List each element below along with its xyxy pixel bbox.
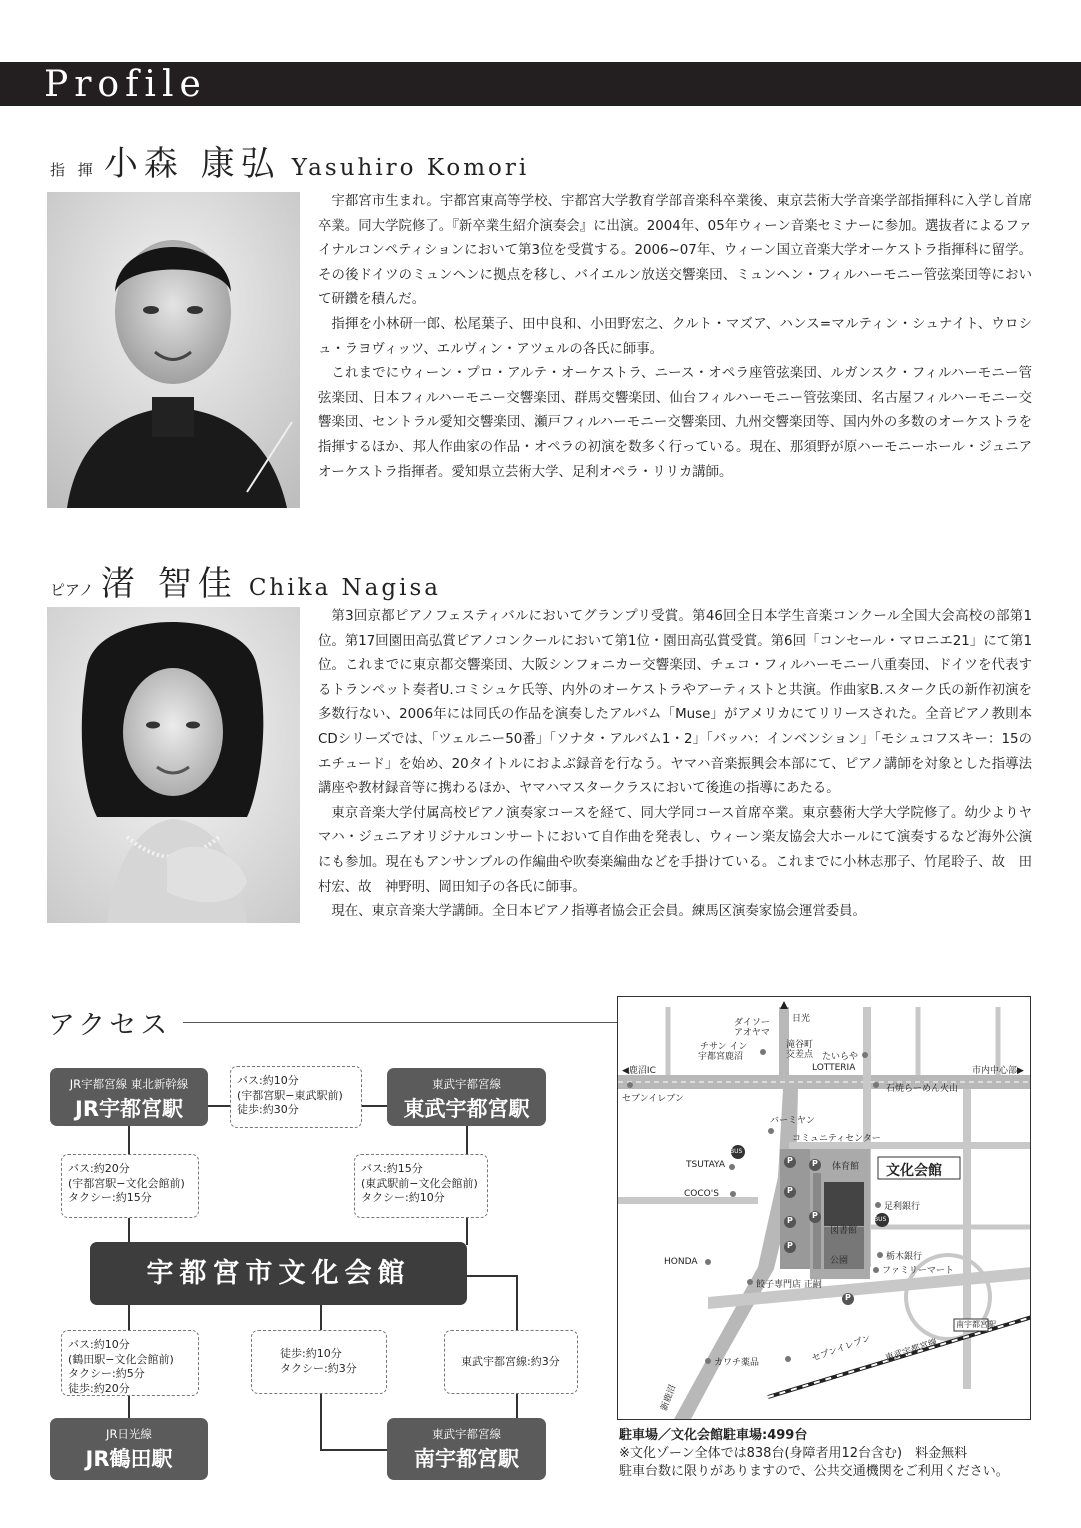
map-label: セブンイレブン [622,1094,684,1104]
bus-stop-icon: BUS [730,1148,743,1155]
route-tsuruta-hall [61,1330,199,1396]
venue-hall: 宇都宮市文化会館 [90,1242,467,1305]
route-text: (鶴田駅−文化会館前) [68,1352,174,1366]
map-label: 足利銀行 [884,1202,921,1212]
route-text: タクシー:約3分 [280,1361,357,1375]
map-label: 南宇都宮駅 [956,1320,996,1329]
parking-info [619,1427,1009,1481]
route-line [320,1449,388,1451]
route-text: バス:約10分 [237,1074,299,1087]
route-text: タクシー:約5分 [68,1367,145,1380]
map-label: TSUTAYA [686,1160,726,1170]
route-tobu-minami [444,1330,578,1394]
station-line: 東武宇都宮線 [432,1077,501,1091]
station-jr-tsuruta [50,1418,208,1480]
station-tobu-utsunomiya [387,1068,546,1126]
map-label: 市内中心部▶ [972,1066,1024,1076]
bio-paragraph: 指揮を小林研一郎、松尾葉子、田中良和、小田野宏之、クルト・マズア、ハンス=マルティン・シュナイト、ウロシュ・ラヨヴィッツ、エルヴィン・アツェルの各氏に師事。 [318,316,1032,357]
parking-icon: P [787,1186,793,1195]
route-text: バス:約20分 [68,1162,130,1175]
station-line: JR宇都宮線 東北新幹線 [69,1077,189,1091]
map-label: 公園 [830,1256,849,1266]
station-line: JR日光線 [106,1427,152,1441]
conductor-heading [50,136,529,185]
map-label: LOTTERIA [812,1063,856,1073]
conductor-bio [318,190,1032,485]
pianist-photo [47,607,300,923]
route-text: タクシー:約15分 [68,1191,152,1204]
conductor-name-en: Yasuhiro Komori [291,155,530,181]
route-text: バス:約15分 [361,1162,423,1175]
route-text: 徒歩:約20分 [68,1381,130,1395]
parking-line: ※文化ゾーン全体では838台(身障者用12台含む) 料金無料 [619,1446,968,1461]
map-label: 餃子専門店 正嗣 [756,1280,822,1290]
station-line: 東武宇都宮線 [432,1427,501,1441]
map-label: ダイソー [734,1018,770,1028]
bio-paragraph: 東京音楽大学付属高校ピアノ演奏家コースを経て、同大学同コース首席卒業。東京藝術大学大学院修了。幼少よりヤマハ・ジュニアオリジナルコンサートにおいて自作曲を発表し、ウィーン楽友協会大ホールにて演奏するなど海外公演にも参加。現在もアンサンブルの作編曲や吹奏楽編曲などを手掛けている。これまでに小林志那子、竹尾聆子、故 田村宏、故 神野明、岡田知子の各氏に師事。 [318,805,1032,895]
bio-paragraph: 現在、東京音楽大学講師。全日本ピアノ指導者協会正会員。練馬区演奏家協会運営委員。 [331,904,866,920]
conductor-photo [47,192,300,508]
pianist-name-jp: 渚 智佳 [100,564,238,604]
map-label: 日光 [792,1014,811,1024]
parking-line: 駐車台数に限りがありますので、公共交通機関をご利用ください。 [619,1464,1009,1479]
conductor-role: 指 揮 [50,161,97,179]
route-text: 徒歩:約30分 [237,1103,299,1116]
map-label: アオヤマ [734,1028,770,1038]
conductor-name-jp: 小森 康弘 [103,144,281,184]
map-label: 石焼らーめん火山 [886,1084,959,1094]
route-text: (東武駅前−文化会館前) [361,1176,478,1190]
map-label: COCO'S [684,1189,719,1199]
station-name: JR鶴田駅 [85,1447,173,1471]
pianist-name-en: Chika Nagisa [248,575,441,601]
map-label: 栃木銀行 [886,1252,923,1262]
map-label: たいらや [822,1052,859,1062]
map-label: 体育館 [832,1162,860,1172]
map-label: 新鹿沼 [659,1383,679,1413]
station-name: JR宇都宮駅 [75,1097,183,1121]
station-name: 南宇都宮駅 [414,1447,519,1471]
parking-icon: P [845,1293,851,1302]
parking-icon: P [787,1156,793,1165]
map-label-venue: 文化会館 [886,1163,942,1179]
map-label: 東武宇都宮線 [884,1337,939,1365]
bio-paragraph: 第3回京都ピアノフェスティバルにおいてグランプリ受賞。第46回全日本学生音楽コンクール全国大会高校の部第1位。第17回園田高弘賞ピアノコンクールにおいて第1位・園田高弘賞受賞。第6回「コンセール・マロニエ21」にて第1位。これまでに東京都交響楽団、大阪シンフォニカー交響楽団、チェコ・フィルハーモニー八重奏団、ドイツを代表するトランペット奏者U.コミシュケ氏等、内外のオーケストラやアーティストと共演。作曲家B.スターク氏の新作初演を多数行ない、2006年には同氏の作品を演奏したアルバム「Muse」がアメリカにてリリースされた。全音ピアノ教則本CDシリーズでは、「ツェルニー50番」「ソナタ・アルバム1・2」「バッハ：インベンション」「モシュコフスキー：15のエチュード」を始め、20タイトルにおよぶ録音を行なう。ヤマハ音楽振興会本部にて、ピアノ講師を対象とした指導法講座や教材録音等に携わるほか、ヤマハマスタークラスにおいて後進の指導にあたる。 [318,609,1032,797]
map-label: 滝谷町 [786,1040,814,1050]
access-divider [183,1022,617,1023]
profile-title: Profile [44,64,207,105]
station-minami-utsunomiya [387,1418,546,1480]
route-text: (宇都宮駅−文化会館前) [68,1176,185,1190]
map-label: 図書館 [830,1226,858,1236]
route-line [466,1275,518,1277]
route-minami-hall [251,1330,387,1394]
map-label: セブンイレブン [810,1333,873,1365]
route-jr-tobu [230,1066,362,1128]
map-label: バーミヤン [770,1116,815,1126]
route-jr-hall [61,1154,199,1218]
map-label: 交差点 [786,1050,814,1060]
map-label: 宇都宮鹿沼 [698,1052,744,1062]
map-label: ファミリーマート [882,1266,954,1276]
access-title: アクセス [48,1010,172,1041]
route-text: 東武宇都宮線:約3分 [461,1355,560,1368]
route-tobu-hall [354,1154,488,1218]
pianist-heading [50,556,441,605]
bio-paragraph: 宇都宮市生まれ。宇都宮東高等学校、宇都宮大学教育学部音楽科卒業後、東京芸術大学音楽学部指揮科に入学し首席卒業。同大学院修了。『新卒業生紹介演奏会』に出演。2004年、05年ウィーン音楽セミナーに参加。選抜者によるファイナルコンペティションにおいて第3位を受賞する。2006~07年、ウィーン国立音楽大学オーケストラ指揮科に留学。その後ドイツのミュンヘンに拠点を移し、バイエルン放送交響楽団、ミュンヘン・フィルハーモニー管弦楽団等において研鑽を積んだ。 [318,194,1032,308]
map-label: コミュニティセンター [792,1134,881,1144]
map-label: HONDA [664,1257,698,1267]
route-text: タクシー:約10分 [361,1191,445,1204]
bio-paragraph: これまでにウィーン・プロ・アルテ・オーケストラ、ニース・オペラ座管弦楽団、ルガンスク・フィルハーモニー管弦楽団、日本フィルハーモニー交響楽団、群馬交響楽団、仙台フィルハーモニー管弦楽団、名古屋フィルハーモニー交響楽団、セントラル愛知交響楽団、瀬戸フィルハーモニー交響楽団、九州交響楽団等、国内外の多数のオーケストラを指揮するほか、邦人作曲家の作品・オペラの初演を数多く行っている。現在、那須野が原ハーモニーホール・ジュニアオーケストラ指揮者。愛知県立芸術大学、足利オペラ・リリカ講師。 [318,366,1032,480]
route-text: (宇都宮駅−東武駅前) [237,1088,343,1102]
station-name: 東武宇都宮駅 [403,1097,530,1121]
pianist-role: ピアノ [50,581,94,599]
map-label: ◀鹿沼IC [622,1066,656,1076]
parking-icon: P [812,1159,818,1168]
parking-icon: P [812,1211,818,1220]
profile-header-bar [0,62,1081,106]
parking-icon: P [787,1241,793,1250]
map-label: チサン イン [700,1042,748,1052]
parking-icon: P [787,1216,793,1225]
map-label: カワチ薬品 [714,1358,760,1368]
station-jr-utsunomiya [50,1068,208,1126]
access-map [617,996,1031,1420]
parking-line: 駐車場／文化会館駐車場:499台 [619,1428,808,1443]
route-text: 徒歩:約10分 [280,1347,342,1360]
route-text: バス:約10分 [68,1338,130,1351]
bus-stop-icon: BUS [874,1216,887,1223]
pianist-bio [318,605,1032,925]
